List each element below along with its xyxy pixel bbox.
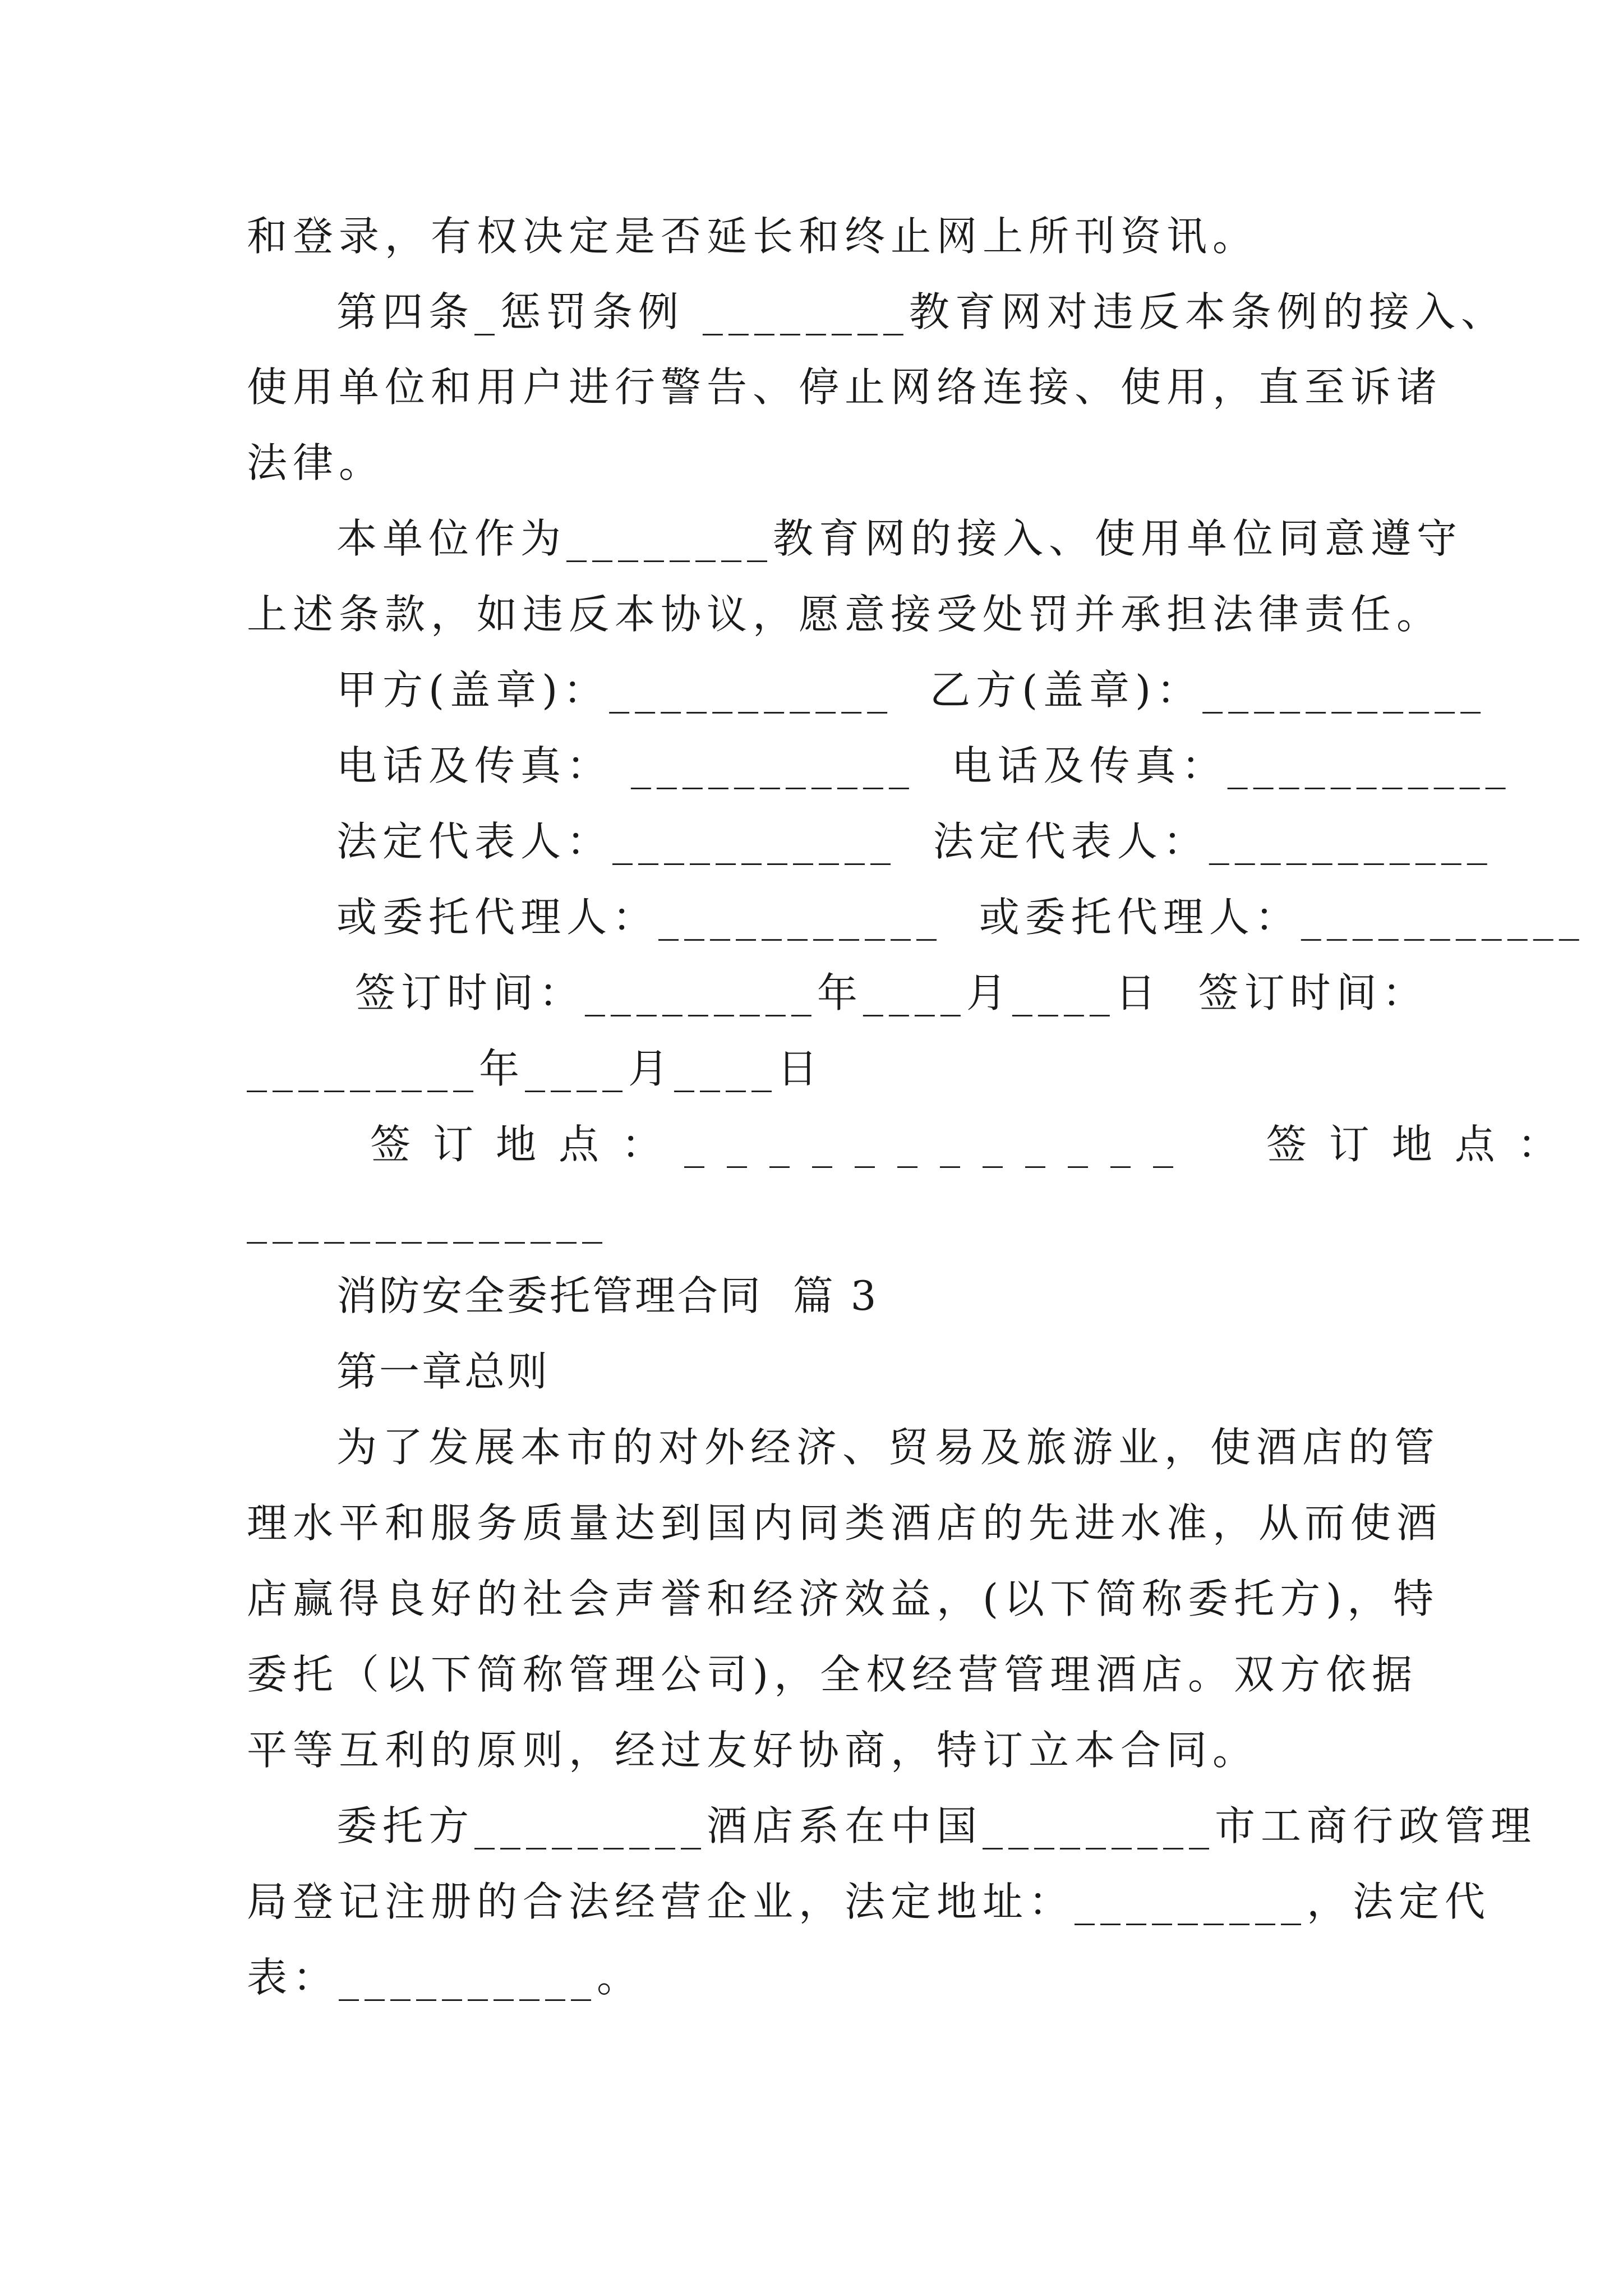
paragraph-line: 局登记注册的合法经营企业，法定地址：_________，法定代 bbox=[247, 1878, 1491, 1925]
signature-agent-line: 或委托代理人：___________ 或委托代理人：___________ bbox=[336, 894, 1585, 941]
paragraph-line: 上述条款，如违反本协议，愿意接受处罚并承担法律责任。 bbox=[247, 591, 1443, 638]
paragraph-line: 理水平和服务质量达到国内同类酒店的先进水准，从而使酒 bbox=[247, 1499, 1443, 1547]
article-four-line: 第四条_惩罚条例 ________教育网对违反本条例的接入、 bbox=[336, 288, 1507, 335]
paragraph-line: 为了发展本市的对外经济、贸易及旅游业，使酒店的管 bbox=[336, 1424, 1441, 1471]
signature-party-line: 甲方(盖章)：___________ 乙方(盖章)：___________ bbox=[336, 666, 1487, 714]
paragraph-line: 和登录，有权决定是否延长和终止网上所刊资讯。 bbox=[247, 213, 1259, 260]
paragraph-line: 委托方_________酒店系在中国_________市工商行政管理 bbox=[336, 1802, 1537, 1849]
paragraph-line: 平等互利的原则，经过友好协商，特订立本合同。 bbox=[247, 1727, 1259, 1774]
signature-representative-line: 法定代表人：___________ 法定代表人：___________ bbox=[336, 818, 1493, 865]
paragraph-line: 委托（以下简称管理公司)，全权经营管理酒店。双方依据 bbox=[247, 1651, 1418, 1698]
signature-phone-line: 电话及传真： ___________ 电话及传真：___________ bbox=[336, 742, 1511, 789]
paragraph-line: 本单位作为________教育网的接入、使用单位同意遵守 bbox=[336, 515, 1463, 562]
signing-place-line: 签订地点：____________ 签订地点： bbox=[370, 1121, 1580, 1168]
section-title: 消防安全委托管理合同 篇 3 bbox=[336, 1272, 879, 1319]
paragraph-line: 使用单位和用户进行警告、停止网络连接、使用，直至诉诸 bbox=[247, 364, 1443, 411]
paragraph-line: 店赢得良好的社会声誉和经济效益，(以下简称委托方)，特 bbox=[247, 1575, 1440, 1622]
signing-date-line: 签订时间：_________年____月____日 签订时间： bbox=[336, 969, 1428, 1016]
chapter-heading: 第一章总则 bbox=[336, 1348, 550, 1395]
signing-place-blank: ______________ bbox=[247, 1197, 608, 1244]
paragraph-line: 法律。 bbox=[247, 439, 385, 486]
paragraph-line: 表：__________。 bbox=[247, 1954, 643, 2001]
signing-date-line: _________年____月____日 bbox=[247, 1045, 823, 1092]
